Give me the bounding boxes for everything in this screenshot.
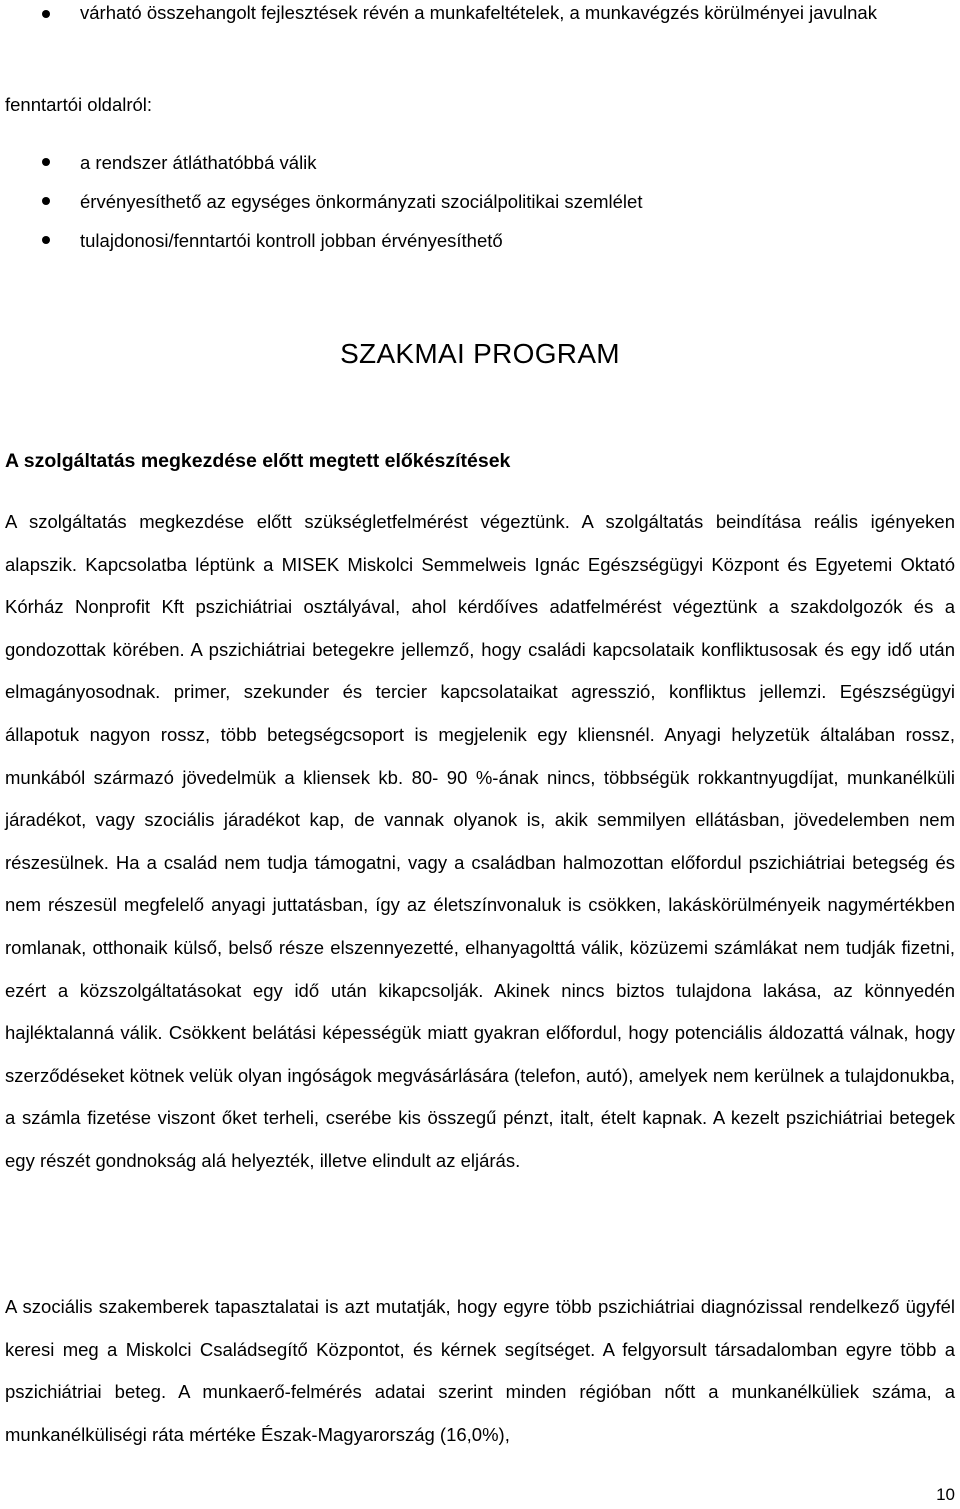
list-item xyxy=(0,143,956,182)
bullet-icon xyxy=(42,158,50,166)
list-item xyxy=(0,221,956,260)
page-number: 10 xyxy=(936,1485,955,1504)
bullet-text: érvényesíthető az egységes önkormányzati szociálpolitikai szemlélet xyxy=(80,191,643,212)
bullet-icon xyxy=(42,10,50,18)
list-item xyxy=(0,182,956,221)
list-item xyxy=(0,0,956,29)
bullet-text: a rendszer átláthatóbbá válik xyxy=(80,152,317,173)
body-paragraph: A szociális szakemberek tapasztalatai is azt mutatják, hogy egyre több pszichiátriai diagnózissal rendelkező ügyfél keresi meg a Miskolci Családsegítő Központot, és kérnek segítséget. A felgyorsult társadalomban egyre több a pszichiátriai beteg. A munkaerő-felmérés adatai szerint minden régióban nőtt a munkanélküliek száma, a munkanélküliségi ráta mértéke Észak-Magyarország (16,0%), xyxy=(5,1296,955,1445)
bullet-text: várható összehangolt fejlesztések révén a munkafeltételek, a munkavégzés körülményei javulnak xyxy=(80,2,877,23)
bullet-icon xyxy=(42,236,50,244)
maintainer-label: fenntartói oldalról: xyxy=(5,94,153,115)
page-title: SZAKMAI PROGRAM xyxy=(340,338,620,369)
body-paragraph: A szolgáltatás megkezdése előtt szükségletfelmérést végeztünk. A szolgáltatás beindítása reális igényeken alapszik. Kapcsolatba léptünk a MISEK Miskolci Semmelweis Ignác Egészségügyi Központ és Egyetemi Oktató Kórház Nonprofit Kft pszichiátriai osztályával, ahol kérdőíves adatfelmérést végeztünk a szakdolgozók és a gondozottak körében. A pszichiátriai betegekre jellemző, hogy családi kapcsolataik konfliktusosak és egy idő után elmagányosodnak. primer, szekunder és tercier kapcsolataikat agresszió, konfliktus jellemzi. Egészségügyi állapotuk nagyon rossz, több betegségcsoport is megjelenik egy kliensnél. Anyagi helyzetük általában rossz, munkából származó jövedelmük a kliensek kb. 80- 90 %-ának nincs, többségük rokkantnyugdíjat, munkanélküli járadékot, vagy szociális járadékot kap, de vannak olyanok is, akik semmilyen ellátásban, jövedelemben nem részesülnek. Ha a család nem tudja támogatni, vagy a családban halmozottan előfordul pszichiátriai betegség és nem részesül megfelelő anyagi juttatásban, így az életszínvonaluk is csökken, lakáskörülményeik nagymértékben romlanak, otthonaik külső, belső része elszennyezetté, elhanyagolttá válik, közüzemi számlákat nem tudják fizetni, ezért a közszolgáltatásokat egy idő után kikapcsolják. Akinek nincs biztos tulajdona lakása, az könnyedén hajléktalanná válik. Csökkent belátási képességük miatt gyakran előfordul, hogy potenciális áldozattá válnak, hogy szerződéseket kötnek velük olyan ingóságok megvásárlására (telefon, autó), amelyek nem kerülnek a tulajdonukba, a számla fizetése viszont őket terheli, cserébe kis összegű pénzt, italt, ételt kapnak. A kezelt pszichiátriai betegek egy részét gondnokság alá helyezték, illetve elindult az eljárás. xyxy=(5,511,955,1171)
bullet-text: tulajdonosi/fenntartói kontroll jobban érvényesíthető xyxy=(80,230,503,251)
top-bullet-list xyxy=(0,0,956,29)
section-heading: A szolgáltatás megkezdése előtt megtett előkészítések xyxy=(5,450,511,472)
maintainer-bullet-list xyxy=(0,143,956,260)
bullet-icon xyxy=(42,197,50,205)
